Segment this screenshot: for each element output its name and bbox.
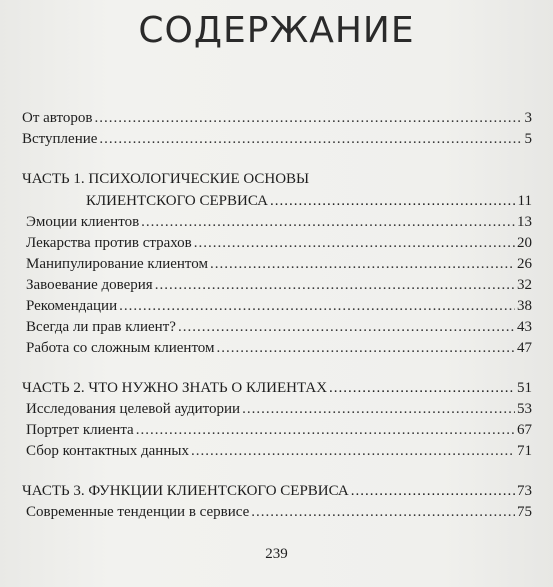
part-heading-line: ЧАСТЬ 2. ЧТО НУЖНО ЗНАТЬ О КЛИЕНТАХ bbox=[22, 380, 328, 396]
toc-entry bbox=[22, 233, 532, 254]
page-number: 239 bbox=[265, 546, 288, 562]
toc-entry-label: Рекомендации bbox=[26, 298, 118, 314]
toc-entry-label: Работа со сложным клиентом bbox=[26, 340, 215, 356]
toc-entry bbox=[22, 420, 532, 441]
toc-entry-label: Исследования целевой аудитории bbox=[26, 401, 241, 417]
toc-entry bbox=[22, 275, 532, 296]
toc-entry-page: 53 bbox=[517, 401, 532, 417]
toc-entry-label: От авторов bbox=[22, 110, 93, 126]
leader-dots bbox=[94, 108, 522, 129]
toc-entry-label: Всегда ли прав клиент? bbox=[26, 319, 176, 335]
toc-entry-page: 75 bbox=[517, 504, 532, 520]
toc-entry-front bbox=[22, 108, 532, 129]
toc-entry-page: 5 bbox=[524, 131, 532, 147]
leader-dots bbox=[119, 296, 515, 317]
toc-entry-label: Портрет клиента bbox=[26, 422, 134, 438]
part-heading-line: ЧАСТЬ 3. ФУНКЦИИ КЛИЕНТСКОГО СЕРВИСА bbox=[22, 483, 349, 499]
leader-dots bbox=[99, 129, 522, 150]
part-heading bbox=[22, 168, 532, 190]
toc-entry-page: 20 bbox=[517, 235, 532, 251]
toc-entry-page: 47 bbox=[517, 340, 532, 356]
part-heading-line: КЛИЕНТСКОГО СЕРВИСА bbox=[86, 193, 268, 209]
toc-entry bbox=[22, 399, 532, 420]
toc-entry-page: 67 bbox=[517, 422, 532, 438]
toc-entry-page: 32 bbox=[517, 277, 532, 293]
toc-entry-page: 71 bbox=[517, 443, 532, 459]
leader-dots bbox=[155, 275, 515, 296]
leader-dots bbox=[210, 254, 515, 275]
toc-entry bbox=[22, 212, 532, 233]
toc-entry-page: 43 bbox=[517, 319, 532, 335]
part-page: 51 bbox=[517, 380, 532, 396]
leader-dots bbox=[191, 441, 515, 462]
toc-entry bbox=[22, 502, 532, 523]
toc-entry-page: 13 bbox=[517, 214, 532, 230]
part-page: 11 bbox=[517, 193, 532, 209]
toc-entry-label: Манипулирование клиентом bbox=[26, 256, 208, 272]
part-heading-row bbox=[22, 377, 532, 399]
toc-entry bbox=[22, 296, 532, 317]
toc-entry bbox=[22, 317, 532, 338]
leader-dots bbox=[270, 190, 516, 212]
toc-entry-page: 3 bbox=[524, 110, 532, 126]
page-title: СОДЕРЖАНИЕ bbox=[138, 10, 415, 51]
part-heading-row bbox=[22, 190, 532, 212]
leader-dots bbox=[329, 377, 515, 399]
leader-dots bbox=[217, 338, 515, 359]
toc-entry-label: Современные тенденции в сервисе bbox=[26, 504, 250, 520]
part-page: 73 bbox=[517, 483, 532, 499]
toc-entry-label: Завоевание доверия bbox=[26, 277, 153, 293]
part-heading-row bbox=[22, 480, 532, 502]
leader-dots bbox=[136, 420, 515, 441]
table-of-contents bbox=[22, 108, 532, 523]
part-heading-line: ЧАСТЬ 1. ПСИХОЛОГИЧЕСКИЕ ОСНОВЫ bbox=[22, 171, 310, 187]
leader-dots bbox=[194, 233, 515, 254]
toc-entry-label: Лекарства против страхов bbox=[26, 235, 192, 251]
toc-entry-page: 26 bbox=[517, 256, 532, 272]
leader-dots bbox=[351, 480, 515, 502]
toc-entry-label: Вступление bbox=[22, 131, 98, 147]
toc-entry bbox=[22, 441, 532, 462]
toc-entry bbox=[22, 338, 532, 359]
leader-dots bbox=[141, 212, 515, 233]
toc-entry-page: 38 bbox=[517, 298, 532, 314]
leader-dots bbox=[251, 502, 515, 523]
toc-entry-front bbox=[22, 129, 532, 150]
toc-entry-label: Эмоции клиентов bbox=[26, 214, 140, 230]
toc-entry-label: Сбор контактных данных bbox=[26, 443, 189, 459]
leader-dots bbox=[178, 317, 515, 338]
toc-entry bbox=[22, 254, 532, 275]
leader-dots bbox=[242, 399, 515, 420]
